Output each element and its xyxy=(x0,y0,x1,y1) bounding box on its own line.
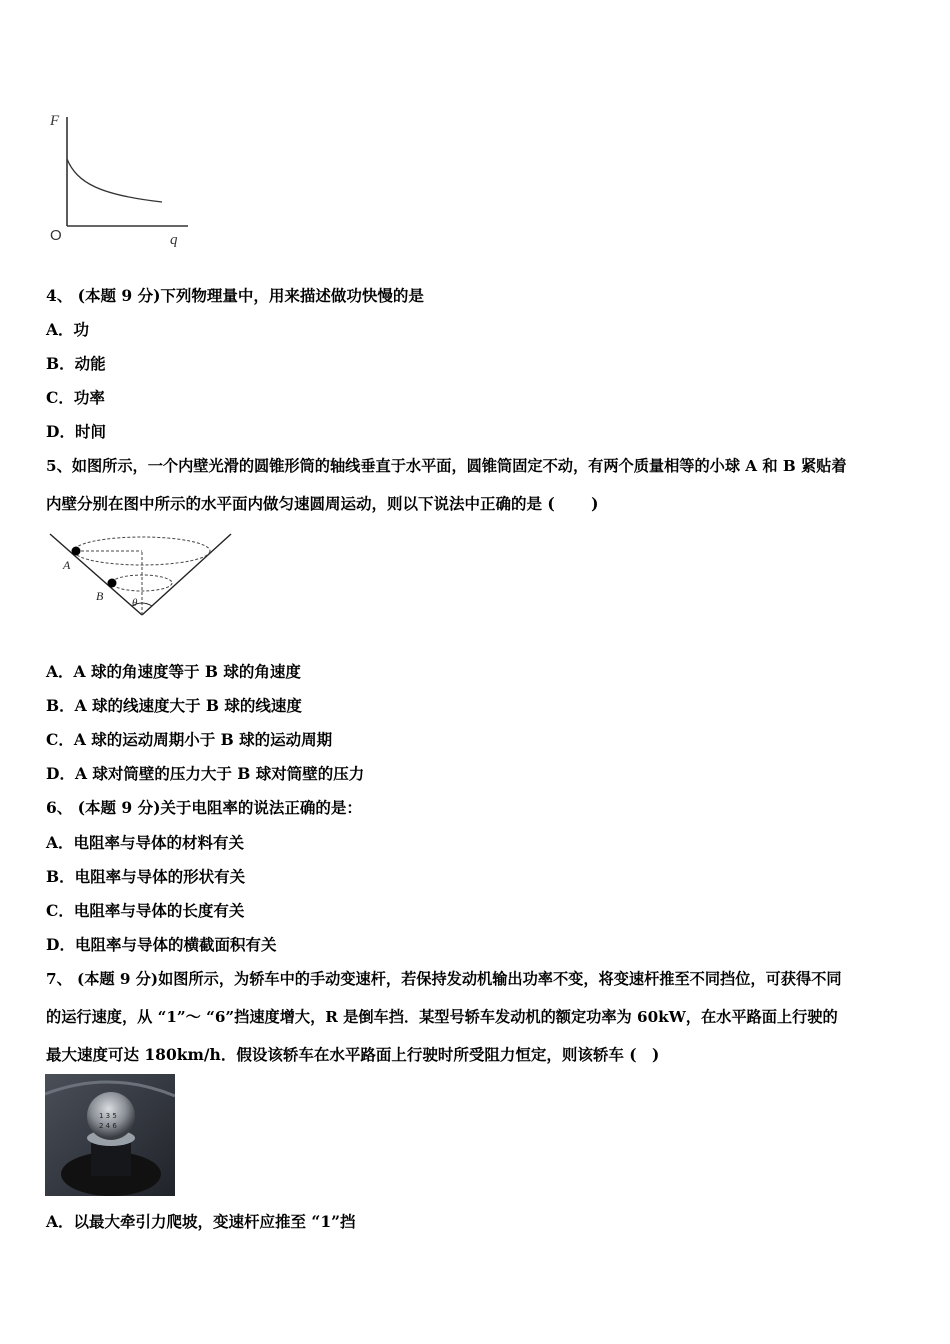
q4-option-d: D．时间 xyxy=(46,422,106,441)
cone-right-wall xyxy=(142,534,231,615)
q5-stem-line1: 5、如图所示，一个内壁光滑的圆锥形筒的轴线垂直于水平面，圆锥筒固定不动，有两个质量相等的小球 A 和 B 紧贴着 xyxy=(46,457,847,475)
q4-option-a: A．功 xyxy=(46,320,90,339)
label-b: B xyxy=(96,589,104,603)
q6-option-d: D．电阻率与导体的横截面积有关 xyxy=(46,935,277,954)
knob-pattern-icon: 1 3 5 xyxy=(99,1112,117,1120)
q5-option-b: B．A 球的线速度大于 B 球的线速度 xyxy=(46,696,302,715)
q6-option-b: B．电阻率与导体的形状有关 xyxy=(46,867,246,886)
q4-option-b: B．动能 xyxy=(46,354,106,373)
q6-stem: 6、 (本题 9 分)关于电阻率的说法正确的是： xyxy=(46,798,362,817)
q7-stem-line2: 的运行速度，从 “1”～ “6”挡速度增大，R 是倒车挡．某型号轿车发动机的额定功率为 60kW，在水平路面上行驶的 xyxy=(46,1008,838,1026)
origin-label: O xyxy=(50,227,62,244)
q5-option-c: C．A 球的运动周期小于 B 球的运动周期 xyxy=(46,730,333,749)
q5-option-a: A．A 球的角速度等于 B 球的角速度 xyxy=(46,662,301,681)
q5-option-d: D．A 球对筒壁的压力大于 B 球对筒壁的压力 xyxy=(46,764,365,783)
x-axis-label: q xyxy=(170,232,178,248)
figure-cone xyxy=(46,530,238,625)
ball-a xyxy=(72,547,81,556)
label-theta: θ xyxy=(132,597,138,609)
decreasing-curve xyxy=(67,159,162,202)
label-a: A xyxy=(63,558,71,572)
q7-stem-line1: 7、 (本题 9 分)如图所示，为轿车中的手动变速杆，若保持发动机输出功率不变，将变速杆推至不同挡位，可获得不同 xyxy=(46,970,842,988)
q6-option-c: C．电阻率与导体的长度有关 xyxy=(46,901,245,920)
q6-option-a: A．电阻率与导体的材料有关 xyxy=(46,833,245,852)
y-axis-label: F xyxy=(50,113,60,129)
knob-pattern-icon-2: 2 4 6 xyxy=(99,1122,117,1130)
q4-stem: 4、 (本题 9 分)下列物理量中，用来描述做功快慢的是 xyxy=(46,286,424,305)
q4-option-c: C．功率 xyxy=(46,388,105,407)
q7-option-a: A．以最大牵引力爬坡，变速杆应推至 “1”挡 xyxy=(46,1212,356,1231)
q5-stem-line2: 内壁分别在图中所示的水平面内做匀速圆周运动，则以下说法中正确的是 ( ) xyxy=(46,494,599,513)
gear-shift-photo xyxy=(45,1074,175,1196)
figure-f-q-graph xyxy=(40,105,200,255)
q7-stem-line3: 最大速度可达 180km/h．假设该轿车在水平路面上行驶时所受阻力恒定，则该轿车 ( ) xyxy=(46,1045,660,1064)
ball-b xyxy=(108,579,117,588)
